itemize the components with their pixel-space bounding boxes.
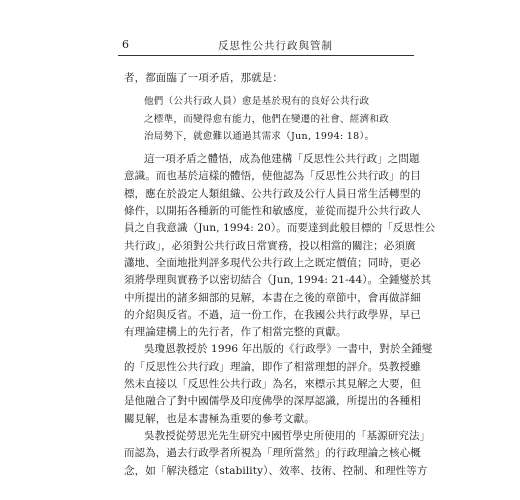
text-line: 者，都面臨了一項矛盾，那就是： — [124, 72, 283, 84]
text-line: 標，應在於設定人類組織、公共行政及公行人員日常生活轉型的 — [124, 187, 421, 200]
text-line: 中所提出的諸多細部的見解，本書在之後的章節中，會再做詳細 — [124, 291, 421, 304]
text-line: 而認為，過去行政學者所視為「理所當然」的行政理論之核心概 — [124, 447, 421, 460]
quote-line: 之標準，而變得愈有能力，他們在變遷的社會、經濟和政 — [144, 113, 390, 125]
text-line: 這一項矛盾之體悟，成為他建構「反思性公共行政」之問題 — [144, 153, 420, 166]
text-line: 吳教授從勞思光先生研究中國哲學史所使用的「基源研究法」 — [144, 429, 431, 442]
text-line: 吳瓊恩教授於 1996 年出版的《行政學》一書中，對於全鍾燮 — [144, 343, 433, 356]
text-line: 條件，以開拓各種新的可能性和敏感度，並從而提升公共行政人 — [124, 205, 421, 218]
header-rule — [118, 55, 414, 56]
body-text — [124, 70, 436, 480]
page-header — [118, 36, 414, 56]
text-line: 的介紹與反省。不過，這一份工作，在我國公共行政學界，早已 — [124, 308, 421, 321]
text-line: 共行政」，必須對公共行政日常實務，投以相當的關注；必須廣 — [124, 239, 416, 252]
text-line: 是他融合了對中國儒學及印度佛學的深厚認識，所提出的各種相 — [124, 395, 421, 408]
text-line: 然未直接以「反思性公共行政」為名，來標示其見解之大要，但 — [124, 378, 421, 391]
text-line: 瀟地、全面地批判評多現代公共行政上之既定價值；同時，更必 — [124, 256, 421, 269]
text-line: 須將學理與實務予以密切結合（Jun, 1994: 21-44）。全鍾燮於其 — [124, 274, 432, 287]
text-line: 的「反思性公共行政」理論，即作了相當理想的評介。吳教授雖 — [124, 360, 421, 373]
text-line: 關見解，也是本書極為重要的參考文獻。 — [124, 412, 315, 425]
running-title: 反思性公共行政與管制 — [218, 40, 333, 52]
quote-line: 治局勢下，就愈難以通過其需求（Jun, 1994: 18）。 — [144, 130, 375, 142]
quote-line: 他們（公共行政人員）愈是基於現有的良好公共行政 — [144, 96, 370, 108]
text-line: 念，如「解決穩定（stability）、效率、技術、控制、和理性等方 — [124, 464, 428, 477]
text-line: 員之自我意識（Jun, 1994: 20）。而要達到此般目標的「反思性公 — [124, 222, 436, 235]
page-number: 6 — [122, 38, 129, 51]
text-line: 意識。而也基於這樣的體悟，使他認為「反思性公共行政」的目 — [124, 170, 421, 183]
text-line: 有理論建構上的先行者，作了相當完整的貢獻。 — [124, 326, 347, 339]
